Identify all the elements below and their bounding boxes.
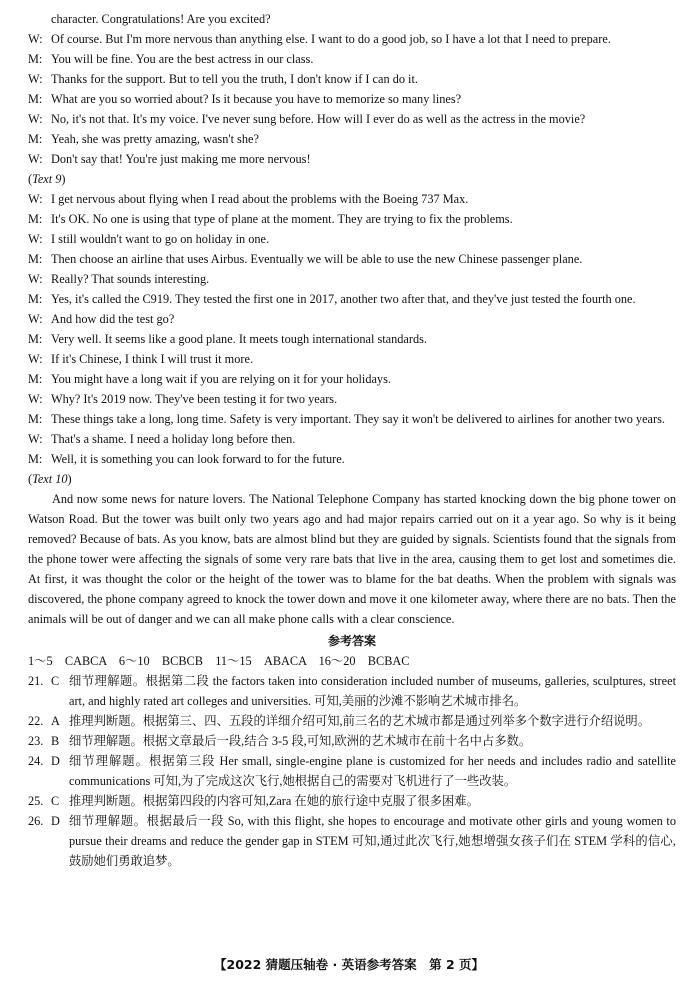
speaker-label: W: [28,432,43,446]
dialogue-line [28,289,676,309]
dialogue-text: Don't say that! You're just making me more nervous! [51,152,311,166]
dialogue-line [28,349,676,369]
dialogue-text: character. Congratulations! Are you excited? [51,12,271,26]
speaker-label: M: [28,452,43,466]
dialogue-top [28,9,676,169]
answer-letter: A [51,714,60,728]
dialogue-line [28,209,676,229]
answer-letter: C [51,794,60,808]
dialogue-text: It's OK. No one is using that type of plane at the moment. They are trying to fix the problems. [51,212,513,226]
section-label-text10: (Text 10) [28,472,72,486]
dialogue-line [28,69,676,89]
dialogue-text: I still wouldn't want to go on holiday in one. [51,232,270,246]
dialogue-text: Then choose an airline that uses Airbus. Eventually we will be able to use the new Chinese passenger plane. [51,252,583,266]
text10-paragraph: And now some news for nature lovers. The National Telephone Company has started knocking down the big phone tower on Watson Road. But the tower was built only two years ago and had major repairs carried out on it a year ago. So why is it being removed? Because of bats. As you know, bats are almost blind but they are guided by signals. Scientists found that the signals from the phone tower were affecting the signals of some very rare bats that live in the area, causing them to get lost and sometimes die. At first, it was thought the color or the height of the tower was to blame for the bat deaths. When the problem with signals was discovered, the phone company agreed to knock the tower down and move it one kilometer away, where there are no bats. Then the animals will be out of danger and we can all make phone calls with a clear conscience. [28,492,676,626]
dialogue-text: That's a shame. I need a holiday long before then. [51,432,296,446]
question-number: 23. [28,734,44,748]
dialogue-line [28,369,676,389]
dialogue-line [28,189,676,209]
speaker-label: M: [28,52,43,66]
dialogue-line [28,49,676,69]
speaker-label: M: [28,92,43,106]
dialogue-line [28,269,676,289]
dialogue-line [28,329,676,349]
speaker-label: W: [28,72,43,86]
explanation-text: 细节理解题。根据第三段 Her small, single-engine plane is customized for her needs and includes radio and satellite communications 可知,为了完成这次飞行,她根据自己的需要对飞机进行了一些改装。 [69,754,676,788]
question-number: 26. [28,814,44,828]
explanation-item [28,811,676,871]
dialogue-text: And how did the test go? [51,312,175,326]
dialogue-text: You will be fine. You are the best actress in our class. [51,52,314,66]
explanation-text: 细节理解题。根据第二段 the factors taken into consideration included number of museums, galleries, sculptures, street art, and highly rated art colleges and universities. 可知,美丽的沙滩不影响艺术城市排名。 [69,674,676,708]
dialogue-line [28,429,676,449]
speaker-label: M: [28,412,43,426]
dialogue-line [28,129,676,149]
speaker-label: M: [28,252,43,266]
explanation-text: 细节理解题。根据最后一段 So, with this flight, she hopes to encourage and motivate other girls and young women to pursue their dreams and reduce the gender gap in STEM 可知,通过此次飞行,她想增强女孩子们在 STEM 学科的信心,鼓励她们勇敢追梦。 [69,814,676,868]
dialogue-line [28,249,676,269]
explanation-item [28,671,676,711]
answer-letter: C [51,674,60,688]
dialogue-text: Well, it is something you can look forward to for the future. [51,452,345,466]
speaker-label: W: [28,232,43,246]
dialogue-text: Yes, it's called the C919. They tested the first one in 2017, another two after that, and they've just tested the fourth one. [51,292,636,306]
dialogue-text: No, it's not that. It's my voice. I've never sung before. How will I ever do as well as the actress in the movie? [51,112,586,126]
dialogue-text: Why? It's 2019 now. They've been testing it for two years. [51,392,338,406]
dialogue-line [28,9,676,29]
answer-letter: D [51,814,60,828]
content-column [28,9,676,871]
question-number: 25. [28,794,44,808]
dialogue-line [28,229,676,249]
speaker-label: W: [28,352,43,366]
page-footer: 【2022 猜题压轴卷 · 英语参考答案 第 2 页】 [214,957,484,972]
speaker-label: W: [28,192,43,206]
question-number: 21. [28,674,44,688]
explanation-item [28,731,676,751]
answer-letter: B [51,734,60,748]
dialogue-line [28,109,676,129]
dialogue-line [28,449,676,469]
speaker-label: W: [28,272,43,286]
explanation-text: 推理判断题。根据第四段的内容可知,Zara 在她的旅行途中克服了很多困难。 [69,794,479,808]
dialogue-text: These things take a long, long time. Safety is very important. They say it won't be delivered to airlines for another two years. [51,412,665,426]
explanation-item [28,711,676,731]
speaker-label: W: [28,32,43,46]
question-number: 24. [28,754,44,768]
speaker-label: M: [28,292,43,306]
section-label-text9: (Text 9) [28,172,66,186]
speaker-label [28,9,51,29]
dialogue-text: Really? That sounds interesting. [51,272,210,286]
answer-letter: D [51,754,60,768]
speaker-label: M: [28,372,43,386]
speaker-label: W: [28,392,43,406]
dialogue-text: I get nervous about flying when I read about the problems with the Boeing 737 Max. [51,192,469,206]
dialogue-text: Very well. It seems like a good plane. It meets tough international standards. [51,332,427,346]
dialogue-text: Thanks for the support. But to tell you the truth, I don't know if I can do it. [51,72,418,86]
explanation-text: 推理判断题。根据第三、四、五段的详细介绍可知,前三名的艺术城市都是通过列举多个数字进行介绍说明。 [69,714,651,728]
explanation-text: 细节理解题。根据文章最后一段,结合 3-5 段,可知,欧洲的艺术城市在前十名中占多数。 [69,734,532,748]
dialogue-text: If it's Chinese, I think I will trust it more. [51,352,254,366]
question-number: 22. [28,714,44,728]
explanation-item [28,751,676,791]
dialogue-line [28,89,676,109]
dialogue-line [28,389,676,409]
speaker-label: M: [28,212,43,226]
speaker-label: W: [28,312,43,326]
dialogue-text: You might have a long wait if you are relying on it for your holidays. [51,372,391,386]
dialogue-line [28,309,676,329]
speaker-label: W: [28,112,43,126]
speaker-label: M: [28,132,43,146]
dialogue-line [28,409,676,429]
dialogue-line [28,149,676,169]
answers-title: 参考答案 [327,634,376,648]
dialogue-line [28,29,676,49]
answers-line: 1～5 CABCA 6～10 BCBCB 11～15 ABACA 16～20 BCBAC [28,654,410,668]
dialogue-text: Yeah, she was pretty amazing, wasn't she? [51,132,259,146]
dialogue-text: Of course. But I'm more nervous than anything else. I want to do a good job, so I have a lot that I need to prepare. [51,32,611,46]
speaker-label: M: [28,332,43,346]
explanation-item [28,791,676,811]
dialogue-text9 [28,189,676,469]
speaker-label: W: [28,152,43,166]
explanations-list [28,671,676,871]
dialogue-text: What are you so worried about? Is it because you have to memorize so many lines? [51,92,462,106]
